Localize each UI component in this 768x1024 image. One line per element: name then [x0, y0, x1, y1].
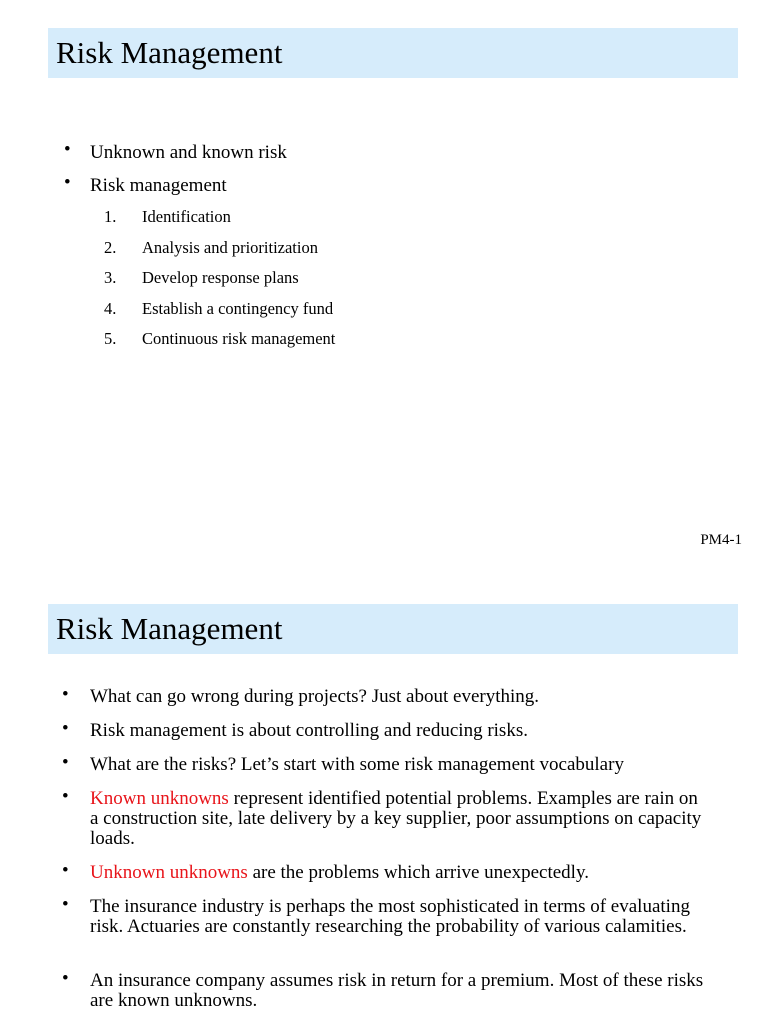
slide1-bullet-text: Unknown and known risk [90, 142, 287, 163]
bullet-icon: • [62, 894, 69, 915]
slide2-bullet-text: An insurance company assumes risk in return for a premium. Most of these risks are known unknowns. [90, 970, 704, 1011]
bullet-icon: • [62, 752, 69, 773]
highlight-term: Known unknowns [90, 788, 229, 809]
bullet-icon: • [62, 718, 69, 739]
slide1-title: Risk Management [56, 35, 283, 70]
item-number: 1. [104, 207, 117, 226]
item-number: 4. [104, 299, 117, 318]
slide2-bullet-text: The insurance industry is perhaps the most sophisticated in terms of evaluating risk. Actuaries are constantly researching the probability of various calamities. [90, 896, 690, 937]
item-number: 5. [104, 329, 117, 348]
slide1-bullet-text: Risk management [90, 175, 227, 196]
slide2-bullet-text [90, 863, 710, 883]
slide-number: PM4-1 [700, 532, 742, 548]
item-label: Develop response plans [142, 268, 299, 287]
item-number: 3. [104, 268, 117, 287]
item-label: Identification [142, 207, 231, 226]
bullet-icon: • [64, 172, 71, 193]
item-label: Establish a contingency fund [142, 299, 334, 318]
bullet-icon: • [64, 139, 71, 160]
slide2-bullet-text: Risk management is about controlling and reducing risks. [90, 720, 528, 741]
slide2-bullet-text: What are the risks? Let’s start with some risk management vocabulary [90, 754, 624, 775]
bullet-icon: • [62, 684, 69, 705]
bullet-body: are the problems which arrive unexpectedly. [247, 862, 589, 883]
item-label: Analysis and prioritization [142, 238, 318, 257]
bullet-icon: • [62, 860, 69, 881]
item-label: Continuous risk management [142, 329, 336, 348]
bullet-icon: • [62, 968, 69, 989]
bullet-body: represent identified potential problems. Examples are rain on a construction site, late delivery by a key supplier, poor assumptions on capacity loads. [90, 788, 702, 849]
slide2-title: Risk Management [56, 611, 283, 646]
slide1-title-bar [48, 28, 738, 78]
slide2-bullet-text [90, 789, 710, 849]
highlight-term: Unknown unknowns [90, 862, 248, 883]
item-number: 2. [104, 238, 117, 257]
slide2-bullet-text: What can go wrong during projects? Just about everything. [90, 686, 540, 707]
slide2-title-bar [48, 604, 738, 654]
bullet-icon: • [62, 786, 69, 807]
